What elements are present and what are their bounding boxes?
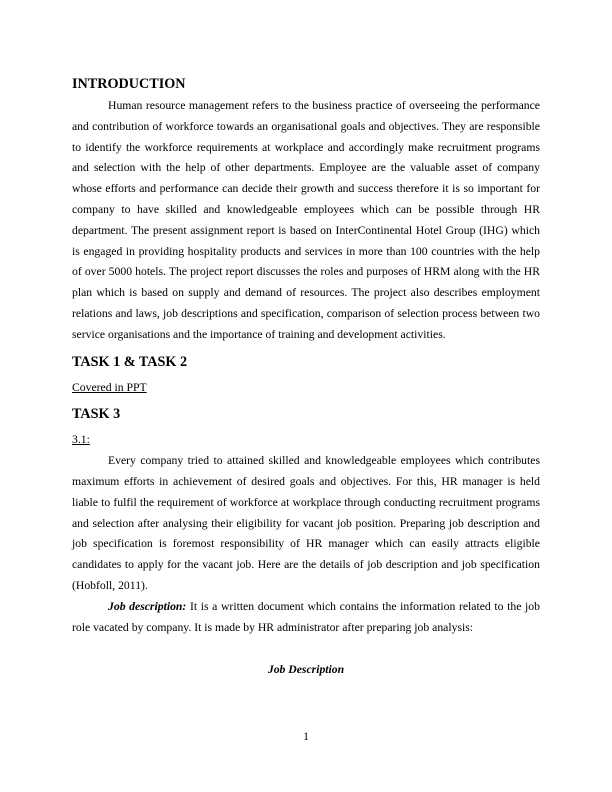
job-description-label: Job description:: [108, 599, 187, 613]
job-description-text: It is a written document which contains the information related to the job role vacated by company. It is made by HR administrator after preparing job analysis:: [72, 599, 540, 634]
job-description-title: Job Description: [267, 663, 345, 677]
introduction-heading: INTRODUCTION: [72, 76, 186, 92]
document-page: [72, 74, 540, 681]
task-3-paragraph: Every company tried to attained skilled and knowledgeable employees which contributes maximum efforts in achievement of desired goals and objectives. For this, HR manager is held liable to fulfil the requirement of workforce at workplace through conducting recruitment programs and selection after analysing their eligibility for vacant job position. Preparing job description and job specification is foremost responsibility of HR manager which can easily attracts eligible candidates to apply for the vacant job. Here are the details of job description and job specification (Hobfoll, 2011).: [72, 454, 540, 592]
covered-note: [72, 378, 540, 399]
job-description-paragraph: [72, 597, 540, 639]
section-3-1-text: 3.1:: [72, 433, 90, 447]
covered-note-text: Covered in PPT: [72, 380, 147, 394]
introduction-paragraph: Human resource management refers to the business practice of overseeing the performance and contribution of workforce towards an organisational goals and objectives. They are responsible to identify the workforce requirements at workplace and accordingly make recruitment programs and selection with the help of other departments. Employee are the valuable asset of company whose efforts and performance can decide their growth and success therefore it is so important for company to have skilled and knowledgeable employees which can be possible through HR department. The present assignment report is based on InterContinental Hotel Group (IHG) which is engaged in providing hospitality products and services in more than 100 countries with the help of over 5000 hotels. The project report discusses the roles and purposes of HRM along with the HR plan which is based on supply and demand of resources. The project also describes employment relations and laws, job descriptions and specification, comparison of selection process between two service organisations and the importance of training and development activities.: [72, 99, 540, 341]
task-1-2-heading: TASK 1 & TASK 2: [72, 353, 188, 370]
task-3-heading: TASK 3: [72, 406, 121, 423]
section-3-1-label: [72, 430, 540, 451]
page-number: 1: [303, 730, 309, 743]
